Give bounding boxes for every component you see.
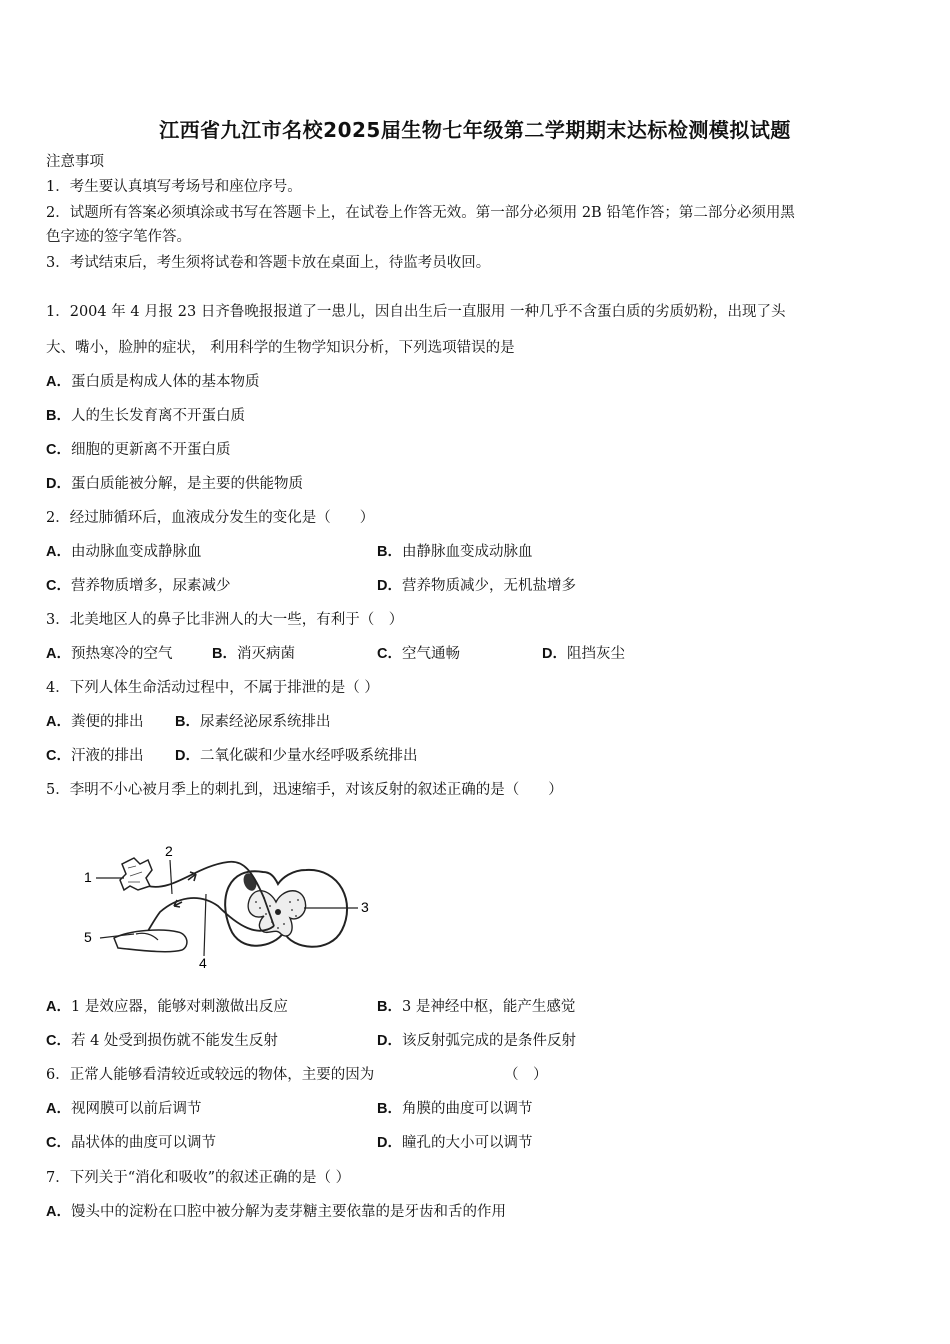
option-text: 蛋白质能被分解，是主要的供能物质 <box>70 476 303 492</box>
option-text: 3 是神经中枢，能产生感觉 <box>401 999 576 1015</box>
q1-option-a <box>46 372 259 392</box>
option-letter: D． <box>175 748 200 764</box>
option-text: 晶状体的曲度可以调节 <box>70 1135 216 1151</box>
leader-2 <box>170 860 172 894</box>
option-text: 消灭病菌 <box>236 646 295 662</box>
option-text: 二氧化碳和少量水经呼吸系统排出 <box>199 748 418 764</box>
option-letter: A． <box>46 544 71 560</box>
option-letter: C． <box>46 1135 71 1151</box>
option-text: 由静脉血变成动脉血 <box>401 544 533 560</box>
q6-option-b <box>377 1099 532 1119</box>
option-text: 若 4 处受到损伤就不能发生反射 <box>70 1033 278 1049</box>
q2-option-a <box>46 542 201 562</box>
q5-option-d <box>377 1031 576 1051</box>
option-text: 营养物质增多，尿素减少 <box>70 578 231 594</box>
option-letter: D． <box>377 1135 402 1151</box>
q3-stem: 3．北美地区人的鼻子比非洲人的大一些，有利于（ ） <box>46 612 404 628</box>
option-text: 蛋白质是构成人体的基本物质 <box>70 374 260 390</box>
label-3: 3 <box>361 899 369 915</box>
q3-option-c <box>377 644 460 664</box>
option-text: 粪便的排出 <box>70 714 144 730</box>
option-text: 角膜的曲度可以调节 <box>401 1101 533 1117</box>
option-text: 1 是效应器，能够对刺激做出反应 <box>70 999 288 1015</box>
notice-heading: 注意事项 <box>46 154 104 170</box>
q4-option-a <box>46 712 143 732</box>
option-letter: D． <box>377 578 402 594</box>
q2-stem: 2．经过肺循环后，血液成分发生的变化是（ ） <box>46 510 375 526</box>
q7-stem: 7．下列关于“消化和吸收”的叙述正确的是（ ） <box>46 1170 351 1186</box>
option-letter: D． <box>377 1033 402 1049</box>
q1-option-b <box>46 406 245 426</box>
q4-option-b <box>175 712 330 732</box>
option-letter: C． <box>46 1033 71 1049</box>
q7-option-a <box>46 1202 506 1222</box>
q3-option-b <box>212 644 295 664</box>
reflex-arc-diagram <box>78 836 378 970</box>
q5-option-b <box>377 997 575 1017</box>
option-text: 预热寒冷的空气 <box>70 646 173 662</box>
q3-option-d <box>542 644 625 664</box>
q1-stem: 1．2004 年 4 月报 23 日齐鲁晚报报道了一患儿，因自出生后一直服用 一种几乎不含蛋白质的劣质奶粉，出现了头 <box>46 304 786 320</box>
label-4: 4 <box>199 955 207 970</box>
notice-item: 3．考试结束后，考生须将试卷和答题卡放在桌面上，待监考员收回。 <box>46 255 491 271</box>
option-text: 馒头中的淀粉在口腔中被分解为麦芽糖主要依靠的是牙齿和舌的作用 <box>70 1204 506 1220</box>
effector-hand <box>114 930 187 952</box>
option-letter: B． <box>377 544 402 560</box>
option-letter: B． <box>212 646 237 662</box>
label-2: 2 <box>165 843 173 859</box>
q1-stem-cont: 大、嘴小，脸肿的症状， 利用科学的生物学知识分析，下列选项错误的是 <box>46 340 515 356</box>
q5-stem: 5．李明不小心被月季上的刺扎到，迅速缩手，对该反射的叙述正确的是（ ） <box>46 782 563 798</box>
q2-option-d <box>377 576 576 596</box>
notice-item: 2．试题所有答案必须填涂或书写在答题卡上，在试卷上作答无效。第一部分必须用 2B 铅笔作答；第二部分必须用黑 <box>46 205 795 221</box>
q2-option-c <box>46 576 230 596</box>
option-letter: C． <box>377 646 402 662</box>
q4-option-c <box>46 746 143 766</box>
option-letter: C． <box>46 442 71 458</box>
q6-option-c <box>46 1133 216 1153</box>
label-5: 5 <box>84 929 92 945</box>
option-letter: A． <box>46 374 71 390</box>
option-letter: D． <box>542 646 567 662</box>
option-letter: A． <box>46 1204 71 1220</box>
q2-option-b <box>377 542 532 562</box>
q4-stem: 4．下列人体生命活动过程中，不属于排泄的是（ ） <box>46 680 379 696</box>
option-letter: A． <box>46 646 71 662</box>
q6-option-a <box>46 1099 201 1119</box>
central-canal <box>275 909 281 915</box>
option-letter: C． <box>46 748 71 764</box>
option-letter: B． <box>46 408 71 424</box>
option-letter: B． <box>175 714 200 730</box>
q6-stem: 6．正常人能够看清较近或较远的物体，主要的因为 <box>46 1067 375 1083</box>
option-letter: D． <box>46 476 71 492</box>
option-letter: B． <box>377 999 402 1015</box>
option-text: 空气通畅 <box>401 646 460 662</box>
notice-item: 1．考生要认真填写考场号和座位序号。 <box>46 179 302 195</box>
option-text: 细胞的更新离不开蛋白质 <box>70 442 231 458</box>
label-1: 1 <box>84 869 92 885</box>
q4-option-d <box>175 746 417 766</box>
q3-option-a <box>46 644 172 664</box>
option-text: 瞳孔的大小可以调节 <box>401 1135 533 1151</box>
option-text: 尿素经泌尿系统排出 <box>199 714 331 730</box>
option-text: 阻挡灰尘 <box>566 646 625 662</box>
q6-option-d <box>377 1133 532 1153</box>
option-letter: C． <box>46 578 71 594</box>
leader-4 <box>204 894 206 956</box>
option-letter: A． <box>46 999 71 1015</box>
option-letter: A． <box>46 1101 71 1117</box>
page-title: 江西省九江市名校2025届生物七年级第二学期期末达标检测模拟试题 <box>159 118 791 142</box>
option-text: 营养物质减少，无机盐增多 <box>401 578 576 594</box>
option-text: 该反射弧完成的是条件反射 <box>401 1033 576 1049</box>
option-text: 由动脉血变成静脉血 <box>70 544 202 560</box>
option-letter: A． <box>46 714 71 730</box>
option-text: 视网膜可以前后调节 <box>70 1101 202 1117</box>
q1-option-d <box>46 474 303 494</box>
option-text: 汗液的排出 <box>70 748 144 764</box>
option-letter: B． <box>377 1101 402 1117</box>
notice-item: 色字迹的签字笔作答。 <box>46 229 191 245</box>
option-text: 人的生长发育离不开蛋白质 <box>70 408 245 424</box>
q1-option-c <box>46 440 230 460</box>
q6-answer-paren: （ ） <box>504 1067 548 1083</box>
q5-option-a <box>46 997 288 1017</box>
q5-option-c <box>46 1031 278 1051</box>
